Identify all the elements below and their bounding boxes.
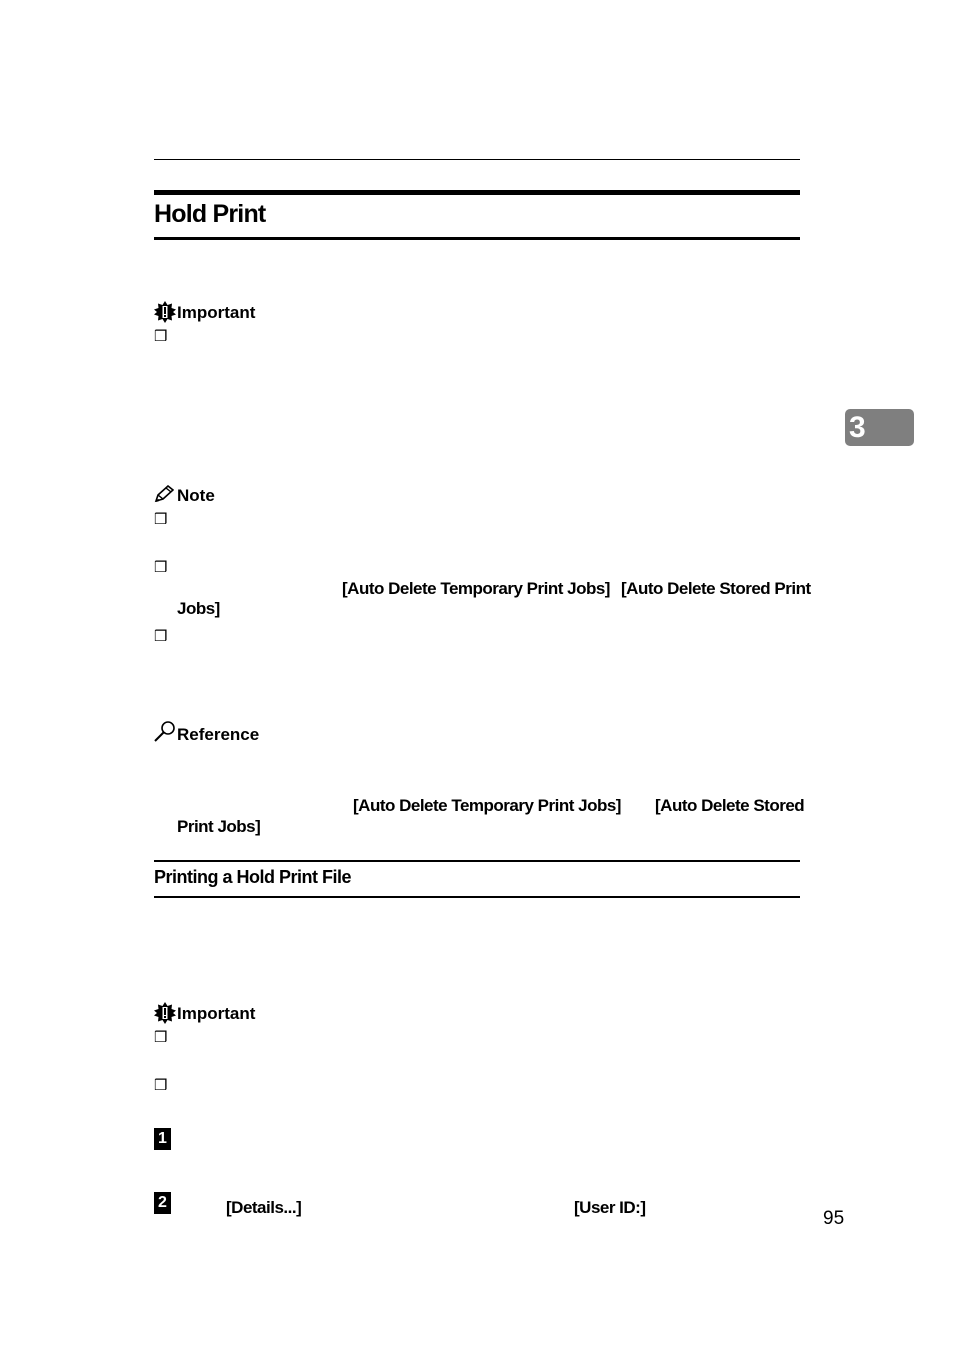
step-2-marker: 2 [154, 1192, 171, 1214]
step-1-marker: 1 [154, 1128, 171, 1150]
section-bottom-rule [154, 237, 800, 240]
details-button-label: [Details...] [226, 1198, 302, 1217]
magnifier-icon [154, 720, 176, 742]
reference-label: Reference [177, 725, 260, 744]
subsection-title: Printing a Hold Print File [154, 867, 352, 887]
important-bullet: ❒ [154, 327, 168, 345]
menu-auto-delete-temporary: [Auto Delete Temporary Print Jobs] [342, 579, 610, 598]
header-rule [154, 159, 800, 160]
note-pencil-icon [154, 485, 174, 503]
important-icon [154, 301, 176, 323]
chapter-tab [845, 409, 914, 446]
menu-auto-delete-stored: [Auto Delete Stored Print [621, 579, 811, 598]
note-bullet-3: ❒ [154, 627, 168, 645]
important-bullet-2: ❒ [154, 1076, 168, 1094]
ref-menu-auto-delete-stored-cont: Print Jobs] [177, 817, 261, 836]
ref-menu-auto-delete-stored: [Auto Delete Stored [655, 796, 805, 815]
important-icon [154, 1002, 176, 1024]
note-bullet-1: ❒ [154, 510, 168, 528]
important-bullet-1: ❒ [154, 1028, 168, 1046]
menu-auto-delete-stored-cont: Jobs] [177, 599, 220, 618]
important-label: Important [177, 303, 256, 322]
page-title: Hold Print [154, 200, 266, 228]
user-id-label: [User ID:] [574, 1198, 646, 1217]
section-top-rule [154, 190, 800, 195]
note-bullet-2: ❒ [154, 558, 168, 576]
chapter-tab-number: 3 [849, 411, 866, 444]
important-label: Important [177, 1004, 256, 1023]
page-number: 95 [823, 1208, 845, 1229]
note-label: Note [177, 486, 215, 505]
subsection-top-rule [154, 860, 800, 862]
ref-menu-auto-delete-temporary: [Auto Delete Temporary Print Jobs] [353, 796, 621, 815]
subsection-bottom-rule [154, 896, 800, 898]
